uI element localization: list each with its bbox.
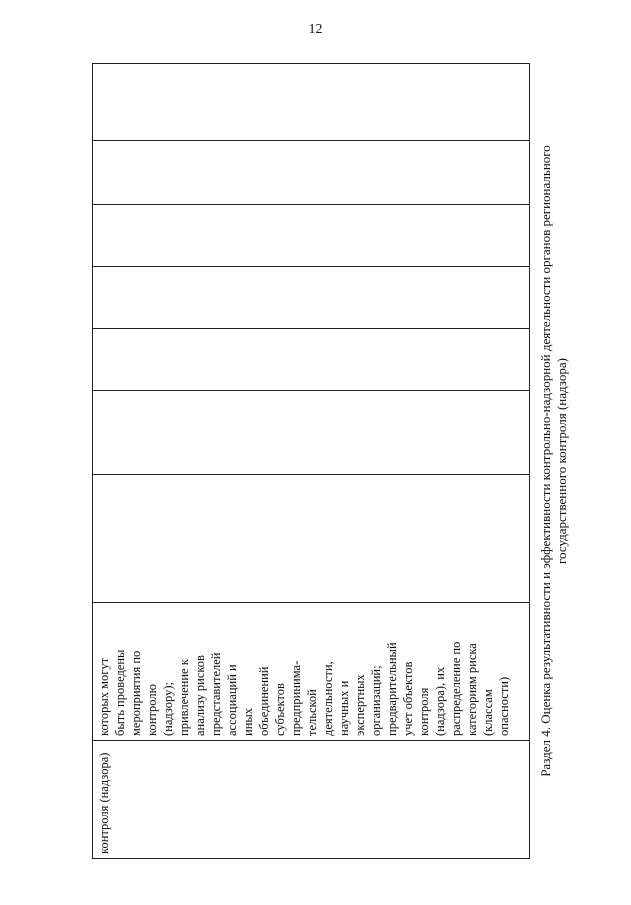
table-cell-empty <box>93 62 529 140</box>
control-type-text: контроля (надзора) <box>97 752 111 854</box>
description-line: контролю <box>145 684 159 736</box>
landscape-content <box>92 63 584 859</box>
description-line: контроля <box>417 687 431 736</box>
description-line: иных <box>241 707 255 736</box>
description-line: которых могут <box>97 657 111 736</box>
description-line: мероприятия по <box>129 650 143 736</box>
description-line: категориям риска <box>465 643 479 736</box>
table-cell-empty <box>93 474 529 602</box>
description-line: привлечение к <box>177 659 191 736</box>
description-line: (надзора), их <box>433 666 447 736</box>
table-cell-empty <box>93 204 529 266</box>
description-line: экспертных <box>353 674 367 736</box>
description-line: предпринима- <box>289 660 303 736</box>
description-line: (надзору); <box>161 682 175 736</box>
page-number: 12 <box>308 22 323 37</box>
table-cell-empty <box>93 328 529 390</box>
description-line: ассоциаций и <box>225 664 239 736</box>
description-line: организаций; <box>369 665 383 736</box>
table-cell-control-type <box>93 740 529 858</box>
description-line: деятельности, <box>321 661 335 736</box>
description-line: (классам <box>481 689 495 736</box>
section-title-line-1: Раздел 4. Оценка результативности и эффективности контрольно-надзорной деятельности органов регионального <box>538 145 553 777</box>
description-line: опасности) <box>497 676 511 736</box>
table-cell-empty <box>93 390 529 474</box>
description-line: представителей <box>209 652 223 736</box>
description-line: субъектов <box>273 683 287 736</box>
description-line: быть проведены <box>113 649 127 736</box>
description-line: научных и <box>337 680 351 736</box>
indicator-table <box>92 63 530 859</box>
table-cell-empty <box>93 266 529 328</box>
table-cell-description <box>93 602 529 740</box>
section-title-line-2: государственного контроля (надзора) <box>554 358 569 564</box>
description-line: тельской <box>305 689 319 736</box>
table-cell-empty <box>93 140 529 204</box>
description-line: учет объектов <box>401 661 415 736</box>
description-line: предварительный <box>385 642 399 736</box>
section-title <box>538 63 570 859</box>
description-line: распределение по <box>449 641 463 736</box>
description-line: объединений <box>257 666 271 736</box>
description-line: анализу рисков <box>193 655 207 736</box>
